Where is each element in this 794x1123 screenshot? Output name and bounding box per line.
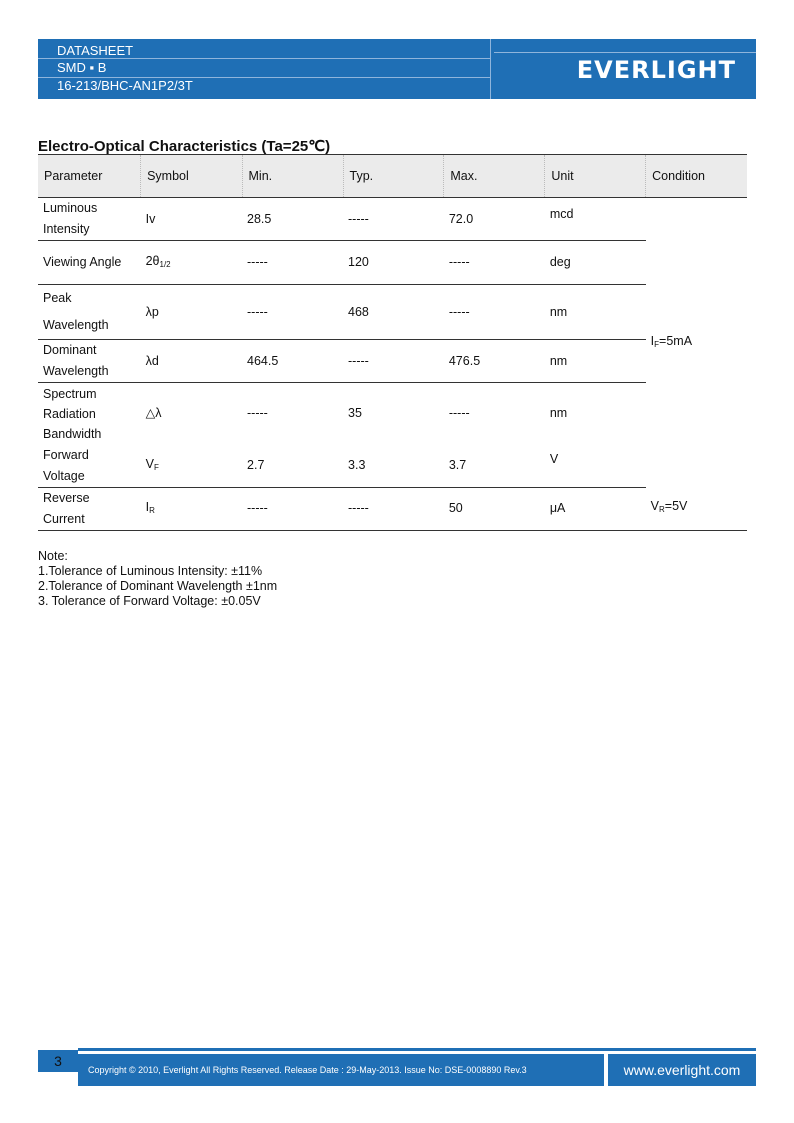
cell-unit: nm <box>545 340 646 383</box>
cell-min: ----- <box>242 487 343 530</box>
page-footer <box>38 1048 756 1087</box>
header-part-number: 16-213/BHC-AN1P2/3T <box>57 78 193 93</box>
table-row <box>38 445 747 488</box>
cell-symbol: △λ <box>145 406 162 421</box>
header-divider <box>494 52 756 53</box>
col-header-symbol: Symbol <box>141 155 242 198</box>
cell-min: ----- <box>242 241 343 285</box>
cell-max: ----- <box>444 241 545 285</box>
cell-symbol: Iv <box>141 198 242 241</box>
cell-symbol: $2\theta_{1/2}$ <box>141 241 242 285</box>
cell-parameter: Dominant Wavelength <box>38 340 141 383</box>
header-divider <box>38 58 490 59</box>
col-header-min: Min. <box>242 155 343 198</box>
cell-max: ----- <box>444 285 545 340</box>
cell-unit: mcd <box>545 198 646 241</box>
cell-max: ----- <box>448 406 470 421</box>
page-header <box>38 39 756 99</box>
section-title: Electro-Optical Characteristics (Ta=25℃) <box>38 138 331 155</box>
table-header-row <box>38 155 747 198</box>
col-header-parameter: Parameter <box>38 155 141 198</box>
table-row <box>38 241 747 285</box>
footer-bar <box>78 1048 756 1051</box>
header-info-block <box>38 39 491 99</box>
cell-symbol: $V_F$ <box>141 445 242 488</box>
cell-max: 72.0 <box>444 198 545 241</box>
website-link[interactable]: www.everlight.com <box>608 1054 756 1086</box>
table-row <box>38 383 747 445</box>
table-row <box>38 487 747 530</box>
cell-typ: 468 <box>343 285 444 340</box>
cell-parameter: Luminous Intensity <box>38 198 141 241</box>
col-header-unit: Unit <box>545 155 646 198</box>
cell-unit: V <box>545 445 646 488</box>
header-doc-type: DATASHEET <box>57 43 134 58</box>
page-number: 3 <box>38 1050 78 1072</box>
notes-heading: Note: <box>38 549 68 563</box>
note-item: 2.Tolerance of Dominant Wavelength ±1nm <box>38 579 278 593</box>
cell-parameter: Forward Voltage <box>38 445 141 488</box>
cell-min: 2.7 <box>242 445 343 488</box>
col-header-typ: Typ. <box>343 155 444 198</box>
cell-symbol: λd <box>141 340 242 383</box>
header-series: SMD ▪ B <box>57 60 107 75</box>
cell-typ: 3.3 <box>343 445 444 488</box>
cell-parameter: Spectrum Radiation Bandwidth <box>43 386 102 441</box>
cell-condition-vr: $V_R=5V$ <box>646 487 747 530</box>
cell-max: 50 <box>444 487 545 530</box>
cell-min: ----- <box>242 285 343 340</box>
cell-typ: ----- <box>343 198 444 241</box>
col-header-max: Max. <box>444 155 545 198</box>
cell-symbol: $I_R$ <box>141 487 242 530</box>
cell-typ: 120 <box>343 241 444 285</box>
cell-parameter: Peak Wavelength <box>38 285 141 340</box>
note-item: 3. Tolerance of Forward Voltage: ±0.05V <box>38 594 261 608</box>
cell-symbol: λp <box>141 285 242 340</box>
col-header-condition: Condition <box>646 155 747 198</box>
table-row <box>38 198 747 241</box>
brand-logo: EVERLIGHT <box>576 56 736 84</box>
cell-typ: ----- <box>343 340 444 383</box>
note-item: 1.Tolerance of Luminous Intensity: ±11% <box>38 564 263 578</box>
table-row <box>38 285 747 340</box>
electro-optical-table <box>38 154 747 531</box>
cell-unit: μA <box>545 487 646 530</box>
cell-min: 464.5 <box>242 340 343 383</box>
notes-section <box>38 549 277 609</box>
cell-parameter: Reverse Current <box>38 487 141 530</box>
cell-unit: nm <box>549 406 568 421</box>
cell-unit: nm <box>545 285 646 340</box>
cell-typ: 35 <box>348 406 362 421</box>
copyright-text: Copyright © 2010, Everlight All Rights Reserved. Release Date : 29-May-2013. Issue No: DSE-0008890 Rev.3 <box>78 1054 604 1086</box>
cell-min: 28.5 <box>242 198 343 241</box>
cell-parameter: Viewing Angle <box>38 241 141 285</box>
cell-condition-if: $I_F=5mA$ <box>650 333 693 349</box>
table-row <box>38 340 747 383</box>
cell-max: 3.7 <box>444 445 545 488</box>
cell-min: ----- <box>247 406 268 421</box>
cell-max: 476.5 <box>444 340 545 383</box>
cell-typ: ----- <box>343 487 444 530</box>
cell-unit: deg <box>545 241 646 285</box>
